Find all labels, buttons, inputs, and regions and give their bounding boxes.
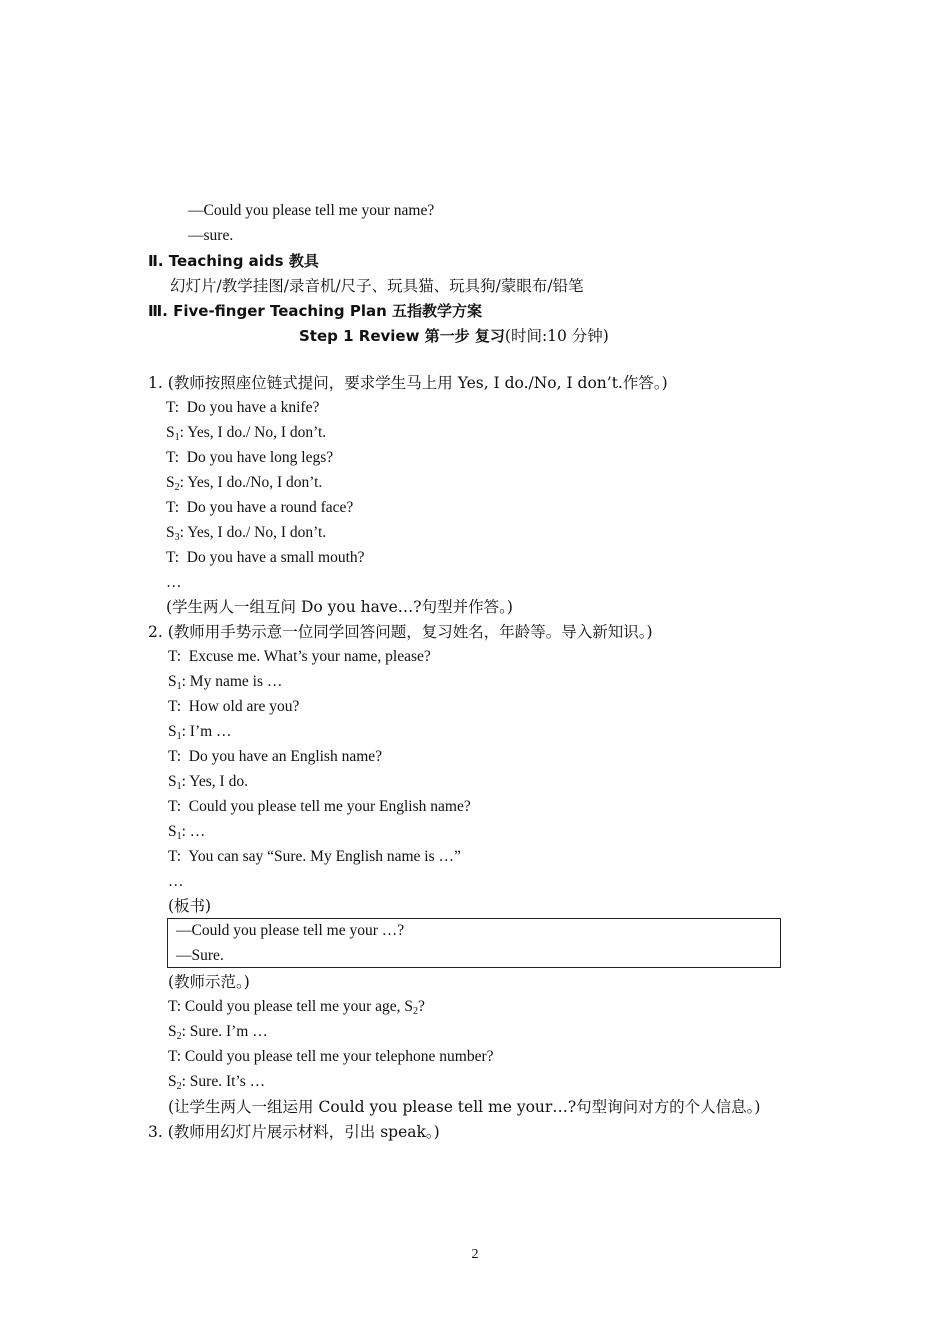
page-number: 2: [471, 1247, 479, 1262]
speaker: T:: [166, 449, 180, 466]
speaker-index: 2: [174, 482, 180, 493]
speaker-index: 3: [174, 532, 180, 543]
speaker: S: [166, 524, 175, 541]
dialogue-line: [168, 1046, 494, 1068]
dialogue-line: [168, 796, 471, 818]
dialogue-line: [166, 497, 353, 519]
speaker: T:: [168, 848, 182, 865]
utterance: Do you have long legs?: [186, 449, 334, 466]
utterance: : Yes, I do./ No, I don’t.: [179, 524, 327, 541]
dialogue-line: [166, 522, 326, 544]
blackboard-box: [167, 918, 781, 968]
dialogue-line: [168, 721, 232, 743]
board-line-2: —Sure.: [176, 947, 224, 964]
utterance: : Sure. I’m …: [181, 1023, 268, 1040]
dialogue-line: [166, 447, 333, 469]
dialogue-line: [166, 422, 326, 444]
dialogue-line: [166, 472, 322, 494]
part-1-title: 1. (教师按照座位链式提问，要求学生马上用 Yes, I do./No, I don’t.作答。): [148, 374, 668, 392]
step-1-label: Step 1 Review 第一步 复习: [299, 327, 505, 345]
part-2-title: 2. (教师用手势示意一位同学回答问题，复习姓名，年龄等。导入新知识。): [148, 623, 653, 641]
speaker: S: [168, 723, 177, 740]
dialogue-line: [168, 1021, 268, 1043]
dialogue-line: [166, 547, 365, 569]
ellipsis: …: [166, 574, 182, 591]
speaker: T:: [168, 798, 182, 815]
board-line-1: —Could you please tell me your …?: [176, 922, 405, 939]
speaker: S: [166, 474, 175, 491]
utterance: : Yes, I do./ No, I don’t.: [179, 424, 327, 441]
speaker: T:: [168, 698, 182, 715]
dialogue-line: [168, 996, 425, 1018]
dialogue-line: [168, 846, 461, 868]
dialogue-line: [168, 671, 282, 693]
speaker: S: [168, 1023, 177, 1040]
utterance: Excuse me. What’s your name, please?: [188, 648, 431, 665]
part-2-note: (让学生两人一组运用 Could you please tell me your…?句型询问对方的个人信息。): [168, 1098, 761, 1116]
utterance: : I’m …: [181, 723, 232, 740]
speaker: S: [168, 1073, 177, 1090]
ellipsis: …: [168, 873, 184, 890]
utterance: : Yes, I do.: [181, 773, 248, 790]
intro-line-2: —sure.: [188, 227, 234, 244]
utterance: Could you please tell me your telephone number?: [184, 1048, 494, 1065]
speaker-index: 2: [176, 1031, 182, 1042]
utterance: Could you please tell me your English name?: [188, 798, 471, 815]
speaker: T:: [168, 648, 182, 665]
utterance: Do you have an English name?: [188, 748, 383, 765]
speaker-index: 2: [413, 1006, 419, 1017]
dialogue-line: [168, 746, 382, 768]
speaker: T:: [168, 998, 182, 1015]
part-1-note: (学生两人一组互问 Do you have…?句型并作答。): [166, 598, 513, 616]
section-2-heading: Ⅱ. Teaching aids 教具: [148, 252, 319, 270]
dialogue-line: [168, 771, 248, 793]
part-3-title: 3. (教师用幻灯片展示材料，引出 speak。): [148, 1123, 440, 1141]
utterance: How old are you?: [188, 698, 300, 715]
speaker: S: [166, 424, 175, 441]
speaker-index: 1: [174, 432, 180, 443]
utterance-tail: ?: [418, 998, 425, 1015]
speaker-index: 1: [176, 781, 182, 792]
speaker-index: 2: [176, 1081, 182, 1092]
step-1-time: (时间:10 分钟): [504, 327, 609, 345]
utterance: Could you please tell me your age, S: [184, 998, 414, 1015]
speaker: T:: [168, 1048, 182, 1065]
dialogue-line: [168, 646, 431, 668]
speaker-index: 1: [176, 831, 182, 842]
board-label: (板书): [168, 897, 212, 915]
utterance: Do you have a small mouth?: [186, 549, 365, 566]
dialogue-line: [168, 1071, 265, 1093]
section-3-heading: Ⅲ. Five-finger Teaching Plan 五指教学方案: [148, 302, 483, 320]
speaker-index: 1: [176, 681, 182, 692]
dialogue-line: [168, 696, 299, 718]
speaker: S: [168, 823, 177, 840]
speaker-index: 1: [176, 731, 182, 742]
utterance: Do you have a knife?: [186, 399, 320, 416]
speaker: T:: [168, 748, 182, 765]
demo-label: (教师示范。): [168, 973, 250, 991]
speaker: S: [168, 673, 177, 690]
intro-line-1: —Could you please tell me your name?: [188, 202, 435, 219]
speaker: S: [168, 773, 177, 790]
speaker: T:: [166, 399, 180, 416]
speaker: T:: [166, 499, 180, 516]
utterance: : Yes, I do./No, I don’t.: [179, 474, 323, 491]
utterance: : My name is …: [181, 673, 283, 690]
utterance: Do you have a round face?: [186, 499, 354, 516]
utterance: : …: [181, 823, 206, 840]
utterance: : Sure. It’s …: [181, 1073, 266, 1090]
step-1-title: [299, 325, 609, 348]
teaching-aids-list: 幻灯片/教学挂图/录音机/尺子、玩具猫、玩具狗/蒙眼布/铅笔: [170, 277, 584, 295]
dialogue-line: [166, 397, 319, 419]
dialogue-line: [168, 821, 205, 843]
speaker: T:: [166, 549, 180, 566]
utterance: You can say “Sure. My English name is …”: [188, 848, 461, 865]
